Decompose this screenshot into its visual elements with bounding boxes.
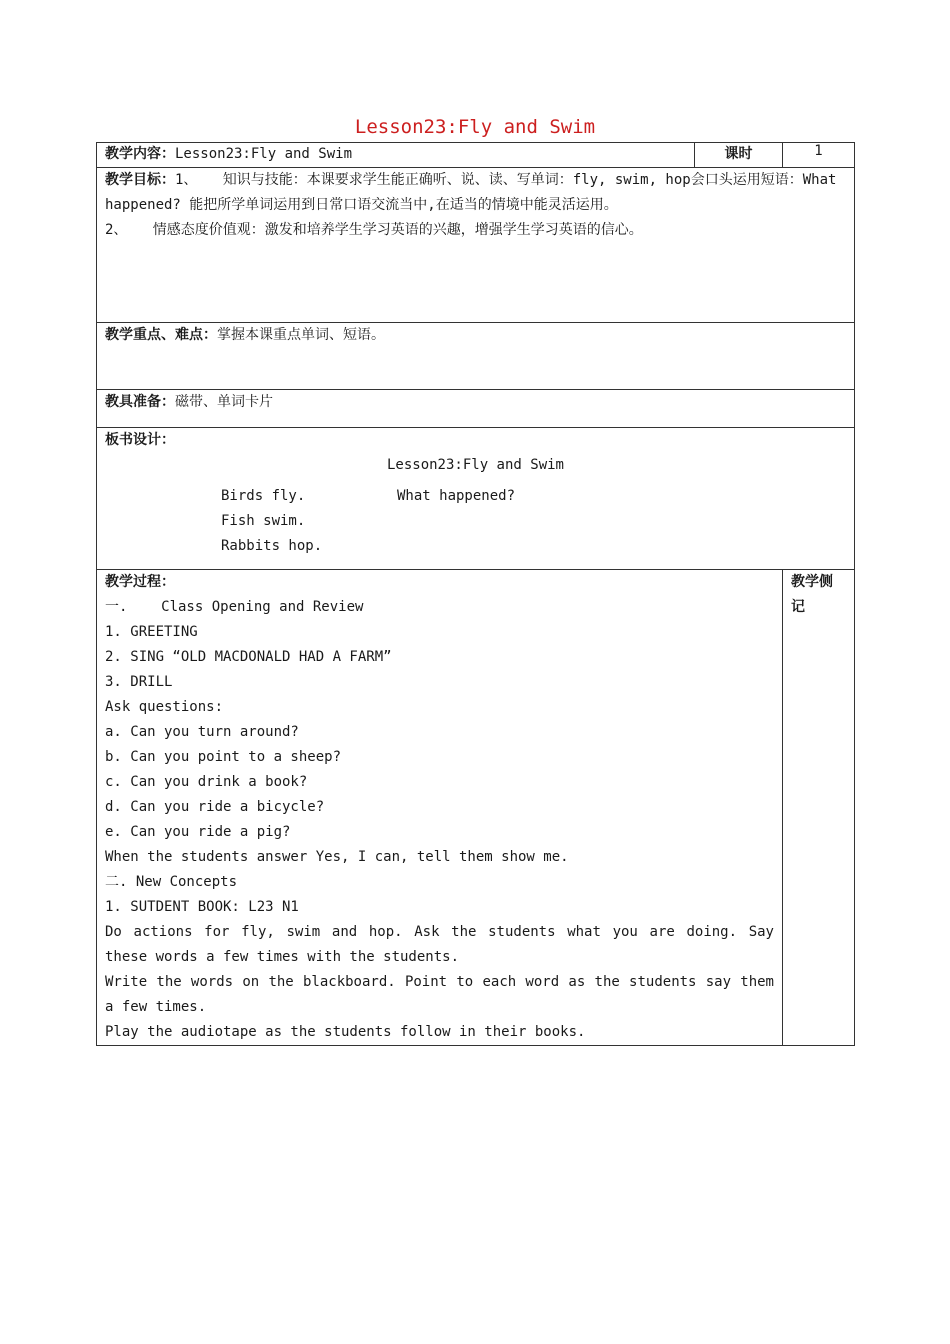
process-label: 教学过程： [105, 574, 175, 590]
process-line: d. Can you ride a bicycle? [105, 799, 325, 815]
tools-cell [97, 390, 855, 428]
goals-label: 教学目标： [105, 172, 175, 188]
process-line: 1. SUTDENT BOOK: L23 N1 [105, 899, 299, 915]
process-row [97, 570, 855, 1046]
content-label: 教学内容： [105, 146, 175, 162]
board-design-row [97, 428, 855, 570]
key-points-value: 掌握本课重点单词、短语。 [217, 327, 385, 343]
document-title: Lesson23:Fly and Swim [354, 116, 596, 138]
board-column-left [221, 484, 322, 559]
hours-value: 1 [814, 143, 823, 159]
key-points-cell [97, 323, 855, 390]
hours-value-cell [783, 143, 855, 168]
board-line: What happened? [397, 488, 516, 504]
process-line: 一. Class Opening and Review [105, 599, 364, 615]
hours-label-cell [695, 143, 783, 168]
side-notes-label: 教学侧记 [791, 574, 833, 615]
process-paragraph: Write the words on the blackboard. Point to each word as the students say them a few times. [105, 974, 774, 1015]
board-design-cell [97, 428, 855, 570]
process-line: 1. GREETING [105, 624, 198, 640]
side-notes-cell [783, 570, 855, 1046]
tools-value: 磁带、单词卡片 [175, 394, 273, 410]
process-line: When the students answer Yes, I can, tell them show me. [105, 849, 569, 865]
board-line: Fish swim. [221, 513, 306, 529]
board-content [105, 478, 846, 558]
goals-line-1: 1、 知识与技能：本课要求学生能正确听、说、读、写单词：fly, swim, hop会口头运用短语：What happened? 能把所学单词运用到日常口语交流当中,在适当的情境中能灵活运用。 [105, 172, 845, 213]
goals-cell [97, 168, 855, 323]
process-line: 二. New Concepts [105, 874, 238, 890]
process-paragraph: Do actions for fly, swim and hop. Ask the students what you are doing. Say these words a few times with the students. [105, 924, 774, 965]
board-line: Birds fly. [221, 488, 306, 504]
tools-label: 教具准备： [105, 394, 175, 410]
board-label: 板书设计： [105, 432, 175, 448]
process-cell [97, 570, 783, 1046]
key-points-row [97, 323, 855, 390]
process-line: 2. SING “OLD MACDONALD HAD A FARM” [105, 649, 392, 665]
hours-label: 课时 [724, 146, 753, 162]
process-line: c. Can you drink a book? [105, 774, 308, 790]
process-line: 3. DRILL [105, 674, 173, 690]
tools-row [97, 390, 855, 428]
process-line: Ask questions: [105, 699, 224, 715]
goals-row [97, 168, 855, 323]
content-row [97, 143, 855, 168]
lesson-plan-table [96, 142, 855, 1046]
process-line: e. Can you ride a pig? [105, 824, 291, 840]
content-cell [97, 143, 695, 168]
goals-line-2: 2、 情感态度价值观：激发和培养学生学习英语的兴趣，增强学生学习英语的信心。 [105, 222, 643, 238]
process-line: b. Can you point to a sheep? [105, 749, 342, 765]
board-title: Lesson23:Fly and Swim [386, 457, 564, 473]
key-points-label: 教学重点、难点： [105, 327, 217, 343]
process-paragraph: Play the audiotape as the students follow in their books. [105, 1024, 586, 1040]
board-line: Rabbits hop. [221, 538, 323, 554]
content-value: Lesson23:Fly and Swim [175, 146, 353, 162]
board-column-right [397, 484, 515, 509]
process-line: a. Can you turn around? [105, 724, 299, 740]
